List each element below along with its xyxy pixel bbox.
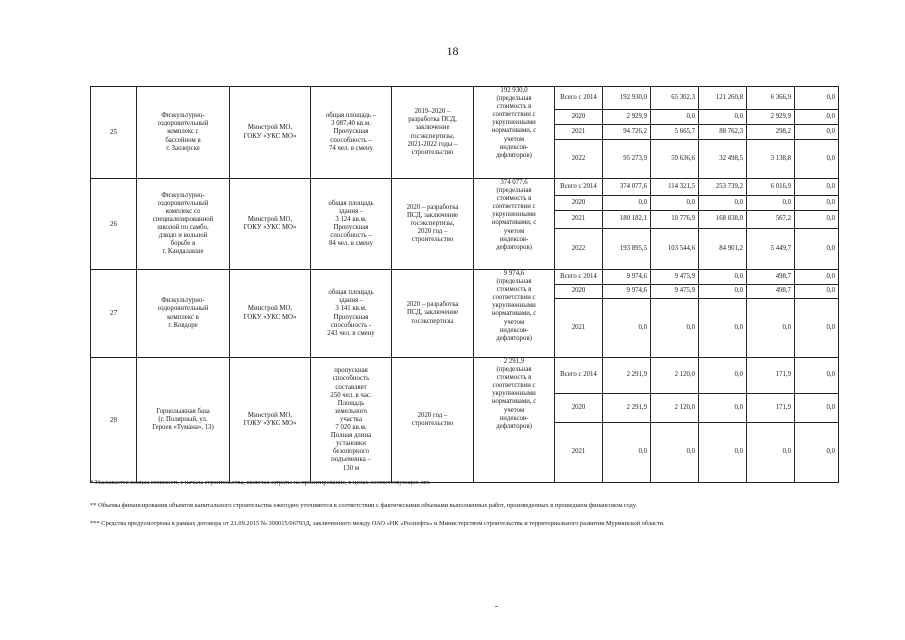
amount-cell-1: 9 475,9 bbox=[651, 270, 699, 285]
year-cell: 2022 bbox=[555, 229, 603, 270]
amount-cell-1: 2 120,0 bbox=[651, 358, 699, 394]
object-specs: общая площадь – 3 087,40 кв.м. Пропускная способность – 74 чел. в смену bbox=[311, 87, 392, 179]
amount-cell-2: 0,0 bbox=[699, 270, 747, 285]
total-cell: 374 077,6 bbox=[603, 179, 651, 196]
year-cell: Всего с 2014 bbox=[555, 270, 603, 285]
amount-cell-4: 0,0 bbox=[795, 87, 839, 110]
year-cell: 2021 bbox=[555, 125, 603, 140]
amount-cell-2: 121 260,8 bbox=[699, 87, 747, 110]
total-cell: 95 273,9 bbox=[603, 140, 651, 179]
amount-cell-1: 65 302,3 bbox=[651, 87, 699, 110]
year-cell: 2021 bbox=[555, 299, 603, 358]
total-cell: 0,0 bbox=[603, 423, 651, 483]
total-cell: 193 895,5 bbox=[603, 229, 651, 270]
amount-cell-2: 0,0 bbox=[699, 423, 747, 483]
table-row bbox=[91, 87, 839, 110]
year-cell: 2020 bbox=[555, 394, 603, 423]
footnote-1: * Указывается полная стоимость с начала строительства, включая затраты на проектирование, в ценах соответствующих лет. bbox=[90, 479, 431, 486]
row-index: 27 bbox=[91, 270, 137, 358]
year-cell: Всего с 2014 bbox=[555, 87, 603, 110]
row-index: 26 bbox=[91, 179, 137, 270]
total-cell: 0,0 bbox=[603, 299, 651, 358]
amount-cell-3: 3 138,8 bbox=[747, 140, 795, 179]
amount-cell-3: 498,7 bbox=[747, 285, 795, 299]
object-specs: пропускная способность составляет 250 чел. в час. Площадь земельного участка 7 020 кв.м. Полная длина установки безопорного подъемника – 130 м bbox=[311, 358, 392, 483]
amount-cell-2: 168 838,0 bbox=[699, 211, 747, 229]
amount-cell-3: 6 016,9 bbox=[747, 179, 795, 196]
amount-cell-4: 0,0 bbox=[795, 196, 839, 211]
estimated-cost: 9 974,6 (предельная стоимость в соответствии с укрупненными нормативами, с учетом индексов- дефляторов) bbox=[474, 270, 555, 358]
amount-cell-1: 0,0 bbox=[651, 423, 699, 483]
amount-cell-4: 0,0 bbox=[795, 394, 839, 423]
row-index: 25 bbox=[91, 87, 137, 179]
amount-cell-3: 567,2 bbox=[747, 211, 795, 229]
amount-cell-4: 0,0 bbox=[795, 299, 839, 358]
year-cell: Всего с 2014 bbox=[555, 358, 603, 394]
total-cell: 180 182,1 bbox=[603, 211, 651, 229]
amount-cell-4: 0,0 bbox=[795, 110, 839, 125]
object-specs: общая площадь здания – 3 124 кв.м. Пропускная способность – 84 чел. в смену bbox=[311, 179, 392, 270]
amount-cell-3: 6 366,9 bbox=[747, 87, 795, 110]
amount-cell-3: 0,0 bbox=[747, 423, 795, 483]
amount-cell-1: 59 636,6 bbox=[651, 140, 699, 179]
total-cell: 2 291,9 bbox=[603, 358, 651, 394]
year-cell: 2020 bbox=[555, 110, 603, 125]
amount-cell-1: 114 321,5 bbox=[651, 179, 699, 196]
amount-cell-3: 298,2 bbox=[747, 125, 795, 140]
footnote-3: *** Средства предусмотрены в рамках договора от 21.09.2015 № 300015/06793Д, заключенного между ОАО «НК «Роснефть» и Министерством строительства и территориального развития Мурманской области. bbox=[90, 520, 665, 527]
footnote-2: ** Объемы финансирования объектов капитального строительства ежегодно уточняются в соответствии с фактическими объемами выполненных работ, произведенных в прошедшем финансовом году. bbox=[90, 502, 637, 509]
total-cell: 192 930,0 bbox=[603, 87, 651, 110]
table-row bbox=[91, 270, 839, 285]
page-number: 18 bbox=[446, 44, 459, 58]
customer: Минстрой МО, ГОКУ «УКС МО» bbox=[230, 87, 311, 179]
amount-cell-4: 0,0 bbox=[795, 211, 839, 229]
amount-cell-2: 0,0 bbox=[699, 394, 747, 423]
objects-table bbox=[90, 86, 839, 483]
row-index: 28 bbox=[91, 358, 137, 483]
amount-cell-4: 0,0 bbox=[795, 140, 839, 179]
object-name: Физкультурно- оздоровительный комплекс в г. Ковдоре bbox=[137, 270, 230, 358]
object-name: Горнолыжная база (г. Полярный, ул. Героев «Тумана», 13) bbox=[137, 358, 230, 483]
amount-cell-1: 5 665,7 bbox=[651, 125, 699, 140]
total-cell: 9 974,6 bbox=[603, 285, 651, 299]
amount-cell-4: 0,0 bbox=[795, 358, 839, 394]
amount-cell-1: 103 544,6 bbox=[651, 229, 699, 270]
amount-cell-3: 498,7 bbox=[747, 270, 795, 285]
year-cell: 2022 bbox=[555, 140, 603, 179]
total-cell: 9 974,6 bbox=[603, 270, 651, 285]
amount-cell-1: 9 475,9 bbox=[651, 285, 699, 299]
object-specs: общая площадь здания – 3 141 кв.м. Пропускная способность - 243 чел. в смену bbox=[311, 270, 392, 358]
amount-cell-2: 84 901,2 bbox=[699, 229, 747, 270]
amount-cell-4: 0,0 bbox=[795, 125, 839, 140]
amount-cell-4: 0,0 bbox=[795, 270, 839, 285]
amount-cell-4: 0,0 bbox=[795, 229, 839, 270]
amount-cell-1: 0,0 bbox=[651, 299, 699, 358]
object-name: Физкультурно- оздоровительный комплекс с бассейном в г. Заозерске bbox=[137, 87, 230, 179]
amount-cell-4: 0,0 bbox=[795, 423, 839, 483]
year-cell: 2021 bbox=[555, 423, 603, 483]
estimated-cost: 2 291,9 (предельная стоимость в соответствии с укрупненными нормативами, с учетом индексов- дефляторов) bbox=[474, 358, 555, 483]
scan-mark bbox=[495, 606, 498, 607]
estimated-cost: 192 930,0 (предельная стоимость в соответствии с укрупненными нормативами, с учетом индексов- дефляторов) bbox=[474, 87, 555, 179]
construction-stages: 2020 – разработка ПСД, заключение госэкспертизы bbox=[392, 270, 474, 358]
construction-stages: 2019–2020 – разработка ПСД, заключение госэкспертизы, 2021-2022 годы – строительство bbox=[392, 87, 474, 179]
year-cell: Всего с 2014 bbox=[555, 179, 603, 196]
amount-cell-3: 5 449,7 bbox=[747, 229, 795, 270]
amount-cell-1: 0,0 bbox=[651, 110, 699, 125]
amount-cell-1: 0,0 bbox=[651, 196, 699, 211]
amount-cell-2: 0,0 bbox=[699, 299, 747, 358]
estimated-cost: 374 077,6 (предельная стоимость в соответствии с укрупненными нормативами, с учетом индексов- дефляторов) bbox=[474, 179, 555, 270]
amount-cell-4: 0,0 bbox=[795, 285, 839, 299]
customer: Минстрой МО, ГОКУ «УКС МО» bbox=[230, 270, 311, 358]
table-row bbox=[91, 358, 839, 394]
year-cell: 2020 bbox=[555, 285, 603, 299]
amount-cell-3: 171,9 bbox=[747, 394, 795, 423]
amount-cell-2: 32 498,5 bbox=[699, 140, 747, 179]
year-cell: 2021 bbox=[555, 211, 603, 229]
customer: Минстрой МО, ГОКУ «УКС МО» bbox=[230, 179, 311, 270]
total-cell: 94 726,2 bbox=[603, 125, 651, 140]
amount-cell-3: 0,0 bbox=[747, 196, 795, 211]
customer: Минстрой МО, ГОКУ «УКС МО» bbox=[230, 358, 311, 483]
construction-stages: 2020 – разработка ПСД, заключение госэкспертизы, 2020 год – строительство bbox=[392, 179, 474, 270]
total-cell: 2 929,9 bbox=[603, 110, 651, 125]
amount-cell-2: 253 739,2 bbox=[699, 179, 747, 196]
total-cell: 2 291,9 bbox=[603, 394, 651, 423]
amount-cell-2: 0,0 bbox=[699, 285, 747, 299]
amount-cell-4: 0,0 bbox=[795, 179, 839, 196]
year-cell: 2020 bbox=[555, 196, 603, 211]
amount-cell-3: 2 929,9 bbox=[747, 110, 795, 125]
amount-cell-2: 0,0 bbox=[699, 196, 747, 211]
amount-cell-2: 0,0 bbox=[699, 358, 747, 394]
amount-cell-2: 0,0 bbox=[699, 110, 747, 125]
amount-cell-1: 10 776,9 bbox=[651, 211, 699, 229]
amount-cell-2: 88 762,3 bbox=[699, 125, 747, 140]
amount-cell-3: 0,0 bbox=[747, 299, 795, 358]
amount-cell-3: 171,9 bbox=[747, 358, 795, 394]
construction-stages: 2020 год – строительство bbox=[392, 358, 474, 483]
total-cell: 0,0 bbox=[603, 196, 651, 211]
object-name: Физкультурно- оздоровительный комплекс со специализированной школой по самбо, дзюдо и вольной борьбе в г. Кандалакше bbox=[137, 179, 230, 270]
amount-cell-1: 2 120,0 bbox=[651, 394, 699, 423]
table-row bbox=[91, 179, 839, 196]
